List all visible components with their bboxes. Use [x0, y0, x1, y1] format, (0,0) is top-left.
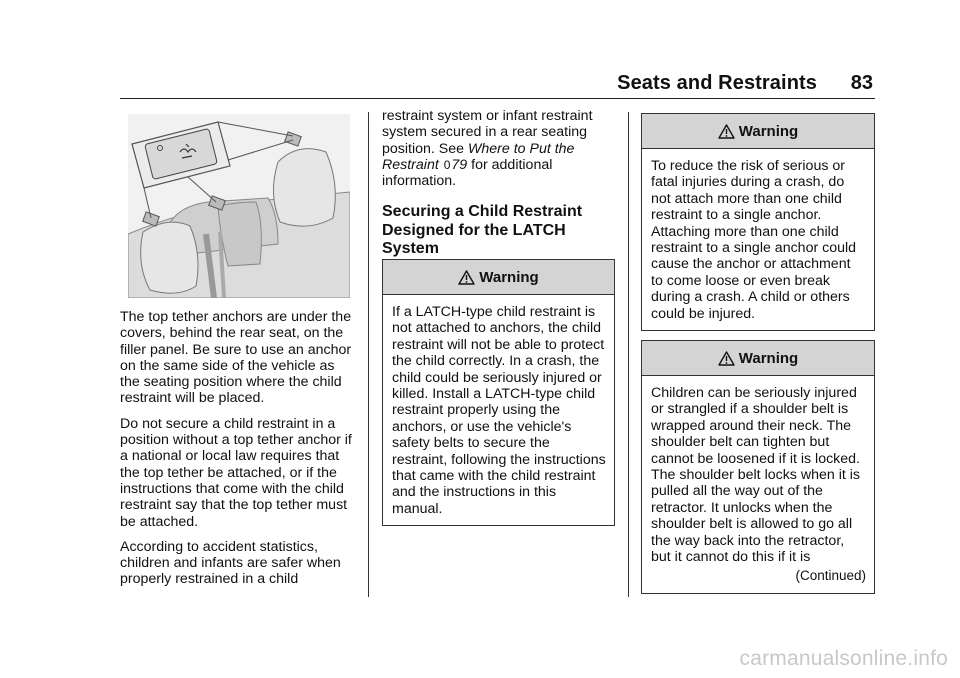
warning-triangle-icon: [718, 124, 735, 139]
warning-box-single-anchor: [641, 113, 875, 331]
section-heading: Securing a Child Restraint Designed for the LATCH System: [382, 203, 583, 258]
section-title: Seats and Restraints: [617, 72, 817, 94]
watermark: carmanualsonline.info: [739, 647, 948, 670]
warning-triangle-icon: [718, 351, 735, 366]
warning-title: Warning: [738, 349, 799, 367]
cross-reference-arrow-icon: 0: [443, 157, 451, 172]
warning-body: To reduce the risk of serious or fatal injuries during a crash, do not attach more than one child restraint to a single anchor. Attaching more than one child restraint to a single anchor could cause the anchor or attachment to come loose or even break during a crash. A child or others could be injured.: [651, 158, 857, 322]
paragraph-intro: [382, 108, 618, 189]
page-number: 83: [850, 72, 873, 94]
column-1: [120, 309, 356, 597]
intro-tail: for additional information.: [382, 156, 553, 190]
paragraph-accident-statistics: According to accident statistics, children and infants are safer when properly restrained in a child: [120, 538, 341, 588]
column-2: [382, 108, 618, 272]
column-divider-1: [368, 112, 369, 597]
warning-header: [383, 260, 614, 295]
intro-text: restraint system or infant restraint system secured in a rear seating position. See: [382, 108, 593, 157]
continued-label: (Continued): [795, 568, 866, 584]
warning-body: [642, 376, 874, 593]
warning-body: If a LATCH-type child restraint is not attached to anchors, the child restraint will not be able to protect the child correctly. In a crash, the child could be seriously injured or killed. Install a LATCH-type child restraint properly using the anchors, or use the vehicle's safety belts to secure the restraint, following the instructions that came with the child restraint and the instructions in this manual.: [392, 304, 606, 517]
paragraph-tether-law: Do not secure a child restraint in a position without a top tether anchor if a national or local law requires that the top tether be attached, or if the instructions that come with the child restraint say that the top tether must be attached.: [120, 415, 352, 530]
page-header: [120, 68, 875, 99]
warning-text: Children can be seriously injured or strangled if a shoulder belt is wrapped around their neck. The shoulder belt can tighten but cannot be loosened if it is locked. The shoulder belt locks when it is pulled all the way out of the retractor. It unlocks when the shoulder belt is allowed to go all the way back into the retractor, but it cannot do this if it is: [651, 385, 861, 566]
warning-title: Warning: [479, 268, 539, 286]
warning-header: [642, 114, 874, 149]
rear-seat-tether-anchor-illustration: [128, 114, 350, 298]
cross-reference-link[interactable]: Where to Put the Restraint: [382, 140, 575, 173]
warning-box-shoulder-belt: [641, 340, 875, 594]
column-divider-2: [628, 112, 629, 597]
warning-title: Warning: [738, 122, 799, 140]
warning-box-latch: [382, 259, 615, 526]
warning-triangle-icon: [458, 270, 475, 285]
warning-header: [642, 341, 874, 376]
cross-reference-page[interactable]: 79: [451, 156, 468, 173]
paragraph-anchor-location: The top tether anchors are under the covers, behind the rear seat, on the filler panel. Be sure to use an anchor on the same side of the vehicle as the seating position where the child restraint will be placed.: [120, 309, 352, 407]
